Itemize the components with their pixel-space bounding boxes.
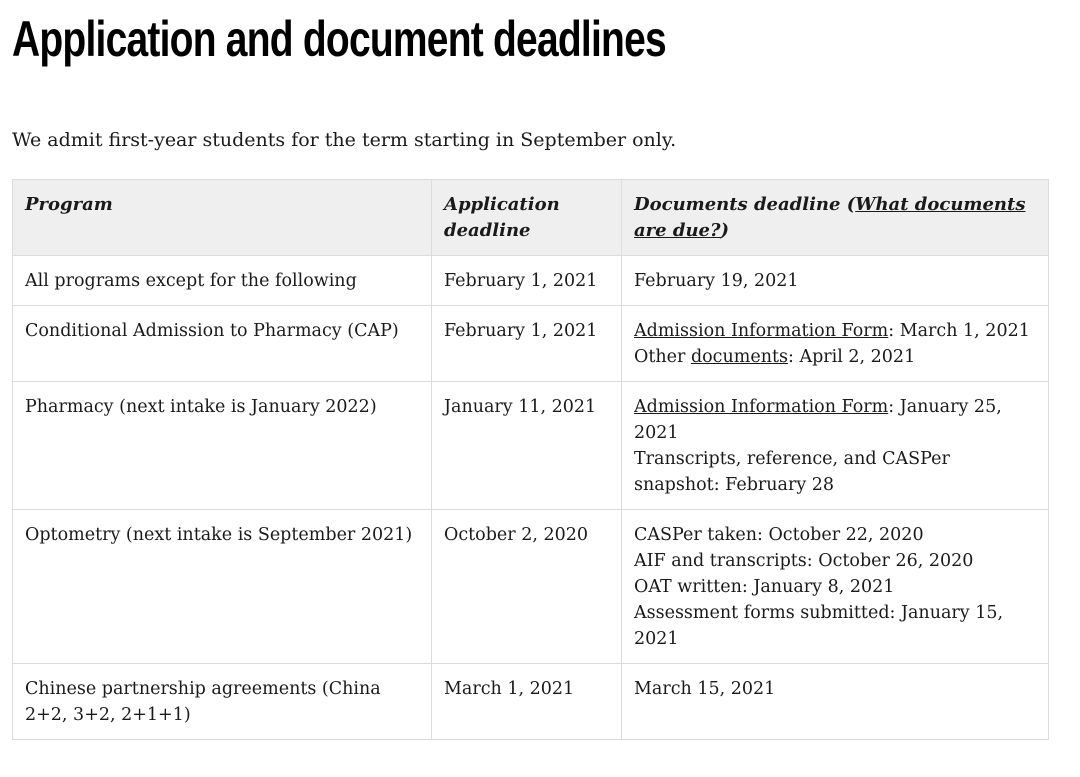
cell-application-deadline: March 1, 2021 (432, 664, 622, 740)
table-row (13, 256, 1049, 306)
cell-program: Pharmacy (next intake is January 2022) (13, 382, 432, 510)
cell-program: All programs except for the following (13, 256, 432, 306)
header-documents-prefix: Documents deadline ( (634, 194, 856, 215)
header-application-deadline: Application deadline (432, 180, 622, 256)
doc-line: Assessment forms submitted: January 15, 2021 (634, 603, 1004, 649)
table-header-row (13, 180, 1049, 256)
cell-program: Conditional Admission to Pharmacy (CAP) (13, 306, 432, 382)
deadlines-table (12, 179, 1049, 740)
intro-text: We admit first-year students for the term starting in September only. (12, 129, 677, 151)
cell-documents-deadline: March 15, 2021 (622, 664, 1049, 740)
cell-application-deadline: February 1, 2021 (432, 306, 622, 382)
doc-line: OAT written: January 8, 2021 (634, 577, 895, 597)
page-title: Application and document deadlines (12, 11, 666, 67)
table-row (13, 664, 1049, 740)
doc-line (634, 318, 1036, 344)
admission-information-form-link[interactable]: Admission Information Form (634, 397, 889, 417)
cell-application-deadline: October 2, 2020 (432, 510, 622, 664)
header-documents-suffix: ) (720, 220, 730, 241)
table-row (13, 306, 1049, 382)
cell-program: Optometry (next intake is September 2021) (13, 510, 432, 664)
cell-documents-deadline (622, 382, 1049, 510)
header-documents-deadline (622, 180, 1049, 256)
what-documents-link[interactable]: What documents are due? (634, 194, 1026, 241)
doc-line: Transcripts, reference, and CASPer snapshot: February 28 (634, 449, 950, 495)
documents-link[interactable]: documents (690, 347, 788, 367)
cell-program: Chinese partnership agreements (China 2+2, 3+2, 2+1+1) (13, 664, 432, 740)
table-row (13, 382, 1049, 510)
doc-line (634, 344, 1036, 370)
doc-line (634, 394, 1036, 446)
doc-line: CASPer taken: October 22, 2020 (634, 525, 924, 545)
cell-application-deadline: January 11, 2021 (432, 382, 622, 510)
cell-application-deadline: February 1, 2021 (432, 256, 622, 306)
doc-line-text: : April 2, 2021 (787, 347, 916, 367)
doc-line-text: : March 1, 2021 (888, 321, 1030, 341)
cell-documents-deadline (622, 306, 1049, 382)
admission-information-form-link[interactable]: Admission Information Form (634, 321, 889, 341)
cell-documents-deadline: February 19, 2021 (622, 256, 1049, 306)
doc-line: AIF and transcripts: October 26, 2020 (634, 551, 974, 571)
table-row (13, 510, 1049, 664)
doc-line-text: : January 25, 2021 (634, 397, 1002, 443)
header-program: Program (13, 180, 432, 256)
cell-documents-deadline (622, 510, 1049, 664)
doc-line-text: Other (634, 347, 691, 367)
